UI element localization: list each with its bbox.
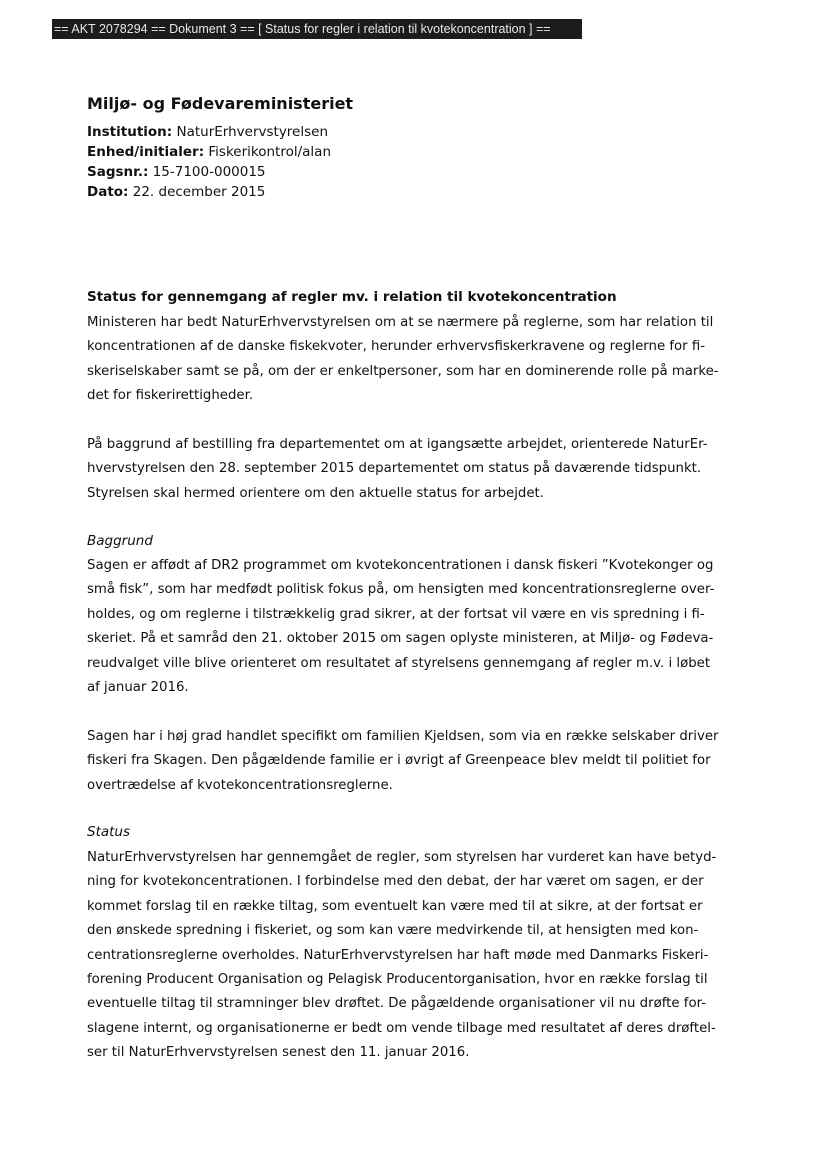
meta-unit-label: Enhed/initialer: [87, 144, 205, 160]
paragraph-line: af januar 2016. [87, 680, 189, 696]
meta-unit [87, 142, 331, 162]
paragraph-line: eventuelle tiltag til stramninger blev drøftet. De pågældende organisationer vil nu drøfte for- [87, 996, 706, 1012]
meta-institution-label: Institution: [87, 124, 173, 140]
paragraph-line: det for fiskerirettigheder. [87, 388, 254, 404]
paragraph-line: holdes, og om reglerne i tilstrækkelig grad sikrer, at der fortsat vil være en vis spredning i fi- [87, 606, 705, 622]
meta-date-label: Dato: [87, 184, 129, 200]
meta-case-value: 15-7100-000015 [152, 164, 266, 180]
status-paragraph [87, 846, 727, 1066]
order-paragraph [87, 433, 727, 506]
meta-date-value: 22. december 2015 [132, 184, 266, 200]
status-heading: Status [87, 824, 131, 840]
paragraph-line: Styrelsen skal hermed orientere om den aktuelle status for arbejdet. [87, 485, 544, 501]
paragraph-line: skeriselskaber samt se på, om der er enkeltpersoner, som har en dominerende rolle på marke- [87, 363, 719, 379]
meta-institution-value: NaturErhvervstyrelsen [176, 124, 329, 140]
ministry-name: Miljø- og Fødevareministeriet [87, 94, 354, 113]
document-metadata [87, 122, 331, 202]
background-paragraph [87, 554, 727, 700]
paragraph-line: den ønskede spredning i fiskeriet, og som kan være medvirkende til, at hensigten med kon- [87, 923, 699, 939]
meta-date [87, 182, 331, 202]
meta-case-label: Sagsnr.: [87, 164, 149, 180]
document-title: Status for gennemgang af regler mv. i relation til kvotekoncentration [87, 289, 617, 305]
paragraph-line: kommet forslag til en række tiltag, som eventuelt kan være med til at sikre, at der fortsat er [87, 898, 703, 914]
paragraph-line: centrationsreglerne overholdes. NaturErhvervstyrelsen har haft møde med Danmarks Fiskeri- [87, 947, 709, 963]
paragraph-line: forening Producent Organisation og Pelagisk Producentorganisation, hvor en række forslag til [87, 972, 708, 988]
paragraph-line: små fisk”, som har medfødt politisk fokus på, om hensigten med koncentrationsreglerne over- [87, 582, 715, 598]
paragraph-line: Sagen har i høj grad handlet specifikt om familien Kjeldsen, som via en række selskaber driver [87, 729, 719, 744]
paragraph-line: koncentrationen af de danske fiskekvoter, herunder erhvervsfiskerkravene og reglerne for fi- [87, 339, 706, 355]
paragraph-line: hvervstyrelsen den 28. september 2015 departementet om status på daværende tidspunkt. [87, 461, 702, 477]
paragraph-line: ser til NaturErhvervstyrelsen senest den 11. januar 2016. [87, 1045, 470, 1061]
paragraph-line: ning for kvotekoncentrationen. I forbindelse med den debat, der har været om sagen, er der [87, 874, 704, 890]
paragraph-line: reudvalget ville blive orienteret om resultatet af styrelsens gennemgang af regler m.v. i løbet [87, 655, 711, 671]
meta-case-number [87, 162, 331, 182]
meta-institution [87, 122, 331, 142]
paragraph-line: slagene internt, og organisationerne er bedt om vende tilbage med resultatet af deres drøftel- [87, 1020, 716, 1036]
background-heading: Baggrund [87, 533, 153, 549]
intro-paragraph [87, 311, 727, 409]
paragraph-line: fiskeri fra Skagen. Den pågældende familie er i øvrigt af Greenpeace blev meldt til politiet for [87, 753, 711, 769]
meta-unit-value: Fiskerikontrol/alan [208, 144, 332, 160]
paragraph-line: Ministeren har bedt NaturErhvervstyrelsen om at se nærmere på reglerne, som har relation til [87, 315, 714, 330]
paragraph-line: På baggrund af bestilling fra departementet om at igangsætte arbejdet, orienterede NaturEr- [87, 437, 708, 452]
paragraph-line: Sagen er affødt af DR2 programmet om kvotekoncentrationen i dansk fiskeri ”Kvotekonger og [87, 558, 714, 573]
paragraph-line: skeriet. På et samråd den 21. oktober 2015 om sagen oplyste ministeren, at Miljø- og Fødeva- [87, 631, 714, 647]
paragraph-line: overtrædelse af kvotekoncentrationsreglerne. [87, 777, 393, 793]
paragraph-line: NaturErhvervstyrelsen har gennemgået de regler, som styrelsen har vurderet kan have betyd- [87, 850, 717, 865]
family-paragraph [87, 725, 727, 798]
document-header-bar: == AKT 2078294 == Dokument 3 == [ Status for regler i relation til kvotekoncentration ] == [52, 19, 582, 39]
